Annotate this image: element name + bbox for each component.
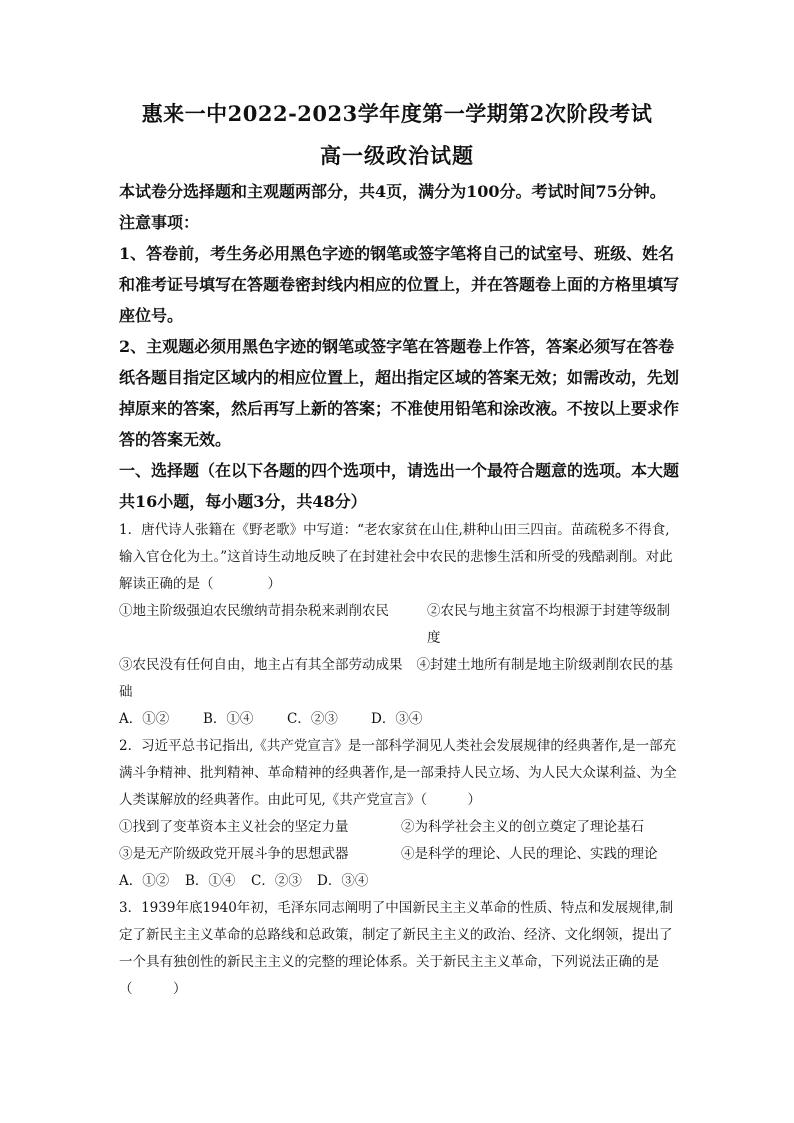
question-2-option-4: ④是科学的理论、人民的理论、实践的理论 (401, 846, 658, 862)
question-1-option-1: ①地主阶级强迫农民缴纳苛捐杂税来剥削农民 (119, 603, 389, 619)
question-2-answers (119, 868, 681, 895)
question-1-option-3: ③农民没有任何自由，地主占有其全部劳动成果 (119, 657, 403, 673)
question-1-option-4: ④封建土地所有制是地主阶级剥削农民的基础 (119, 657, 673, 700)
question-3-stem: 3．1939年底1940年初，毛泽东同志阐明了中国新民主主义革命的性质、特点和发展规律,制定了新民主主义革命的总路线和总政策，制定了新民主主义的政治、经济、文化纲领，提出了一个具有独创性的新民主主义的完整的理论体系。关于新民主主义革命，下列说法正确的是（ ） (119, 900, 674, 997)
notice-item-1: 1、答卷前，考生务必用黑色字迹的钢笔或签字笔将自己的试室号、班级、姓名和准考证号填写在答题卷密封线内相应的位置上，并在答题卷上面的方格里填写座位号。 (119, 244, 680, 325)
question-2-option-3: ③是无产阶级政党开展斗争的思想武器 (119, 846, 349, 862)
question-2-option-2: ②为科学社会主义的创立奠定了理论基石 (401, 819, 644, 835)
question-2-answer-c: C．②③ (251, 873, 302, 889)
question-2-options-row-2 (119, 841, 681, 868)
instructions-intro: 本试卷分选择题和主观题两部分，共4页，满分为100分。考试时间75分钟。 (119, 182, 666, 201)
question-1-option-2: ②农民与地主贫富不均根源于封建等级制度 (427, 603, 670, 646)
notice-heading: 注意事项： (119, 213, 200, 232)
question-2-answer-b: B．①④ (185, 873, 236, 889)
question-1-answers (119, 706, 681, 733)
question-2-option-1: ①找到了变革资本主义社会的坚定力量 (119, 819, 349, 835)
question-2-stem: 2．习近平总书记指出,《共产党宣言》是一部科学洞见人类社会发展规律的经典著作,是一部充满斗争精神、批判精神、革命精神的经典著作,是一部秉持人民立场、为人民大众谋利益、为全人类谋解放的经典著作。由此可见,《共产党宣言》（ ） (119, 738, 677, 808)
question-2-answer-d: D．③④ (317, 873, 369, 889)
questions-block (119, 517, 681, 1003)
question-1-option-3-4 (119, 652, 681, 706)
question-1-answer-d: D．③④ (371, 711, 423, 727)
exam-title: 惠来一中2022-2023学年度第一学期第2次阶段考试 (141, 101, 653, 126)
question-1-answer-b: B．①④ (203, 711, 254, 727)
question-1-answer-a: A．①② (119, 711, 170, 727)
question-1-answer-c: C．②③ (287, 711, 338, 727)
notice-item-2: 2、主观题必须用黑色字迹的钢笔或签字笔在答题卷上作答，答案必须写在答卷纸各题目指定区域内的相应位置上，超出指定区域的答案无效；如需改动，先划掉原来的答案，然后再写上新的答案；不准使用铅笔和涂改液。不按以上要求作答的答案无效。 (119, 337, 680, 449)
instructions-block (119, 176, 679, 517)
question-2-options-row-1 (119, 814, 681, 841)
exam-subtitle: 高一级政治试题 (320, 143, 474, 168)
question-2-answer-a: A．①② (119, 873, 170, 889)
question-1-stem: 1．唐代诗人张籍在《野老歌》中写道：“老农家贫在山住,耕种山田三四亩。苗疏税多不得食,输入官仓化为土。”这首诗生动地反映了在封建社会中农民的悲惨生活和所受的残酷剥削。对此解读正确的是（ ） (119, 522, 673, 592)
section-heading-choice: 一、选择题（在以下各题的四个选项中，请选出一个最符合题意的选项。本大题共16小题，每小题3分，共48分） (119, 461, 680, 511)
